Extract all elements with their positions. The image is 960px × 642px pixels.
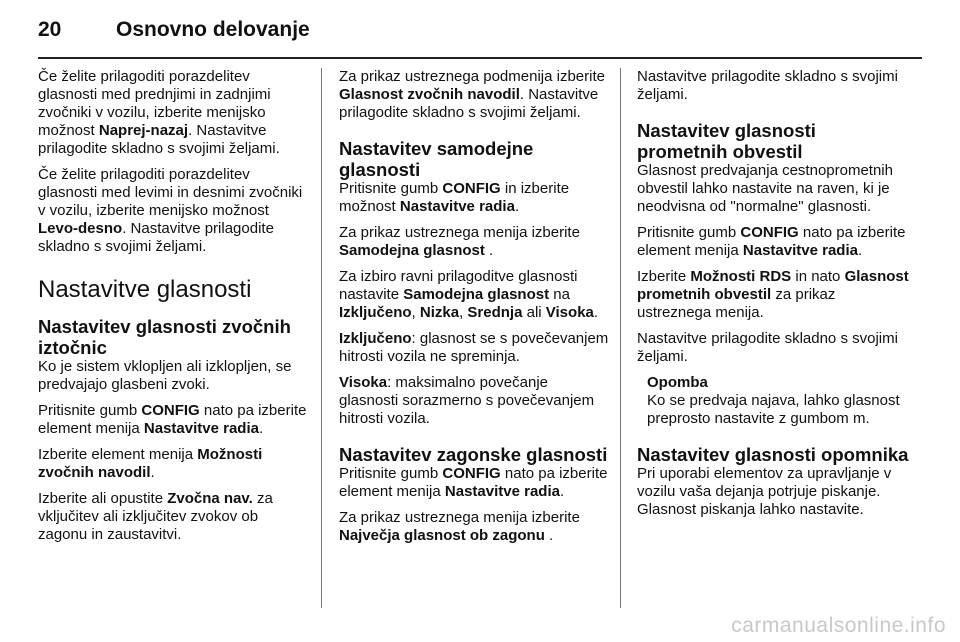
note-title: Opomba	[647, 374, 708, 391]
page-header	[38, 18, 310, 48]
note-box	[637, 374, 909, 428]
column-1	[38, 68, 310, 552]
subsection-heading: Nastavitev glasnosti prometnih obvestil	[637, 120, 816, 162]
paragraph: Za prikaz ustreznega menija izberite Največja glasnost ob zagonu .	[339, 509, 580, 544]
column-divider	[620, 68, 621, 608]
paragraph: Pri uporabi elementov za upravljanje v vozilu vaša dejanja potrjuje piskanje. Glasnost piskanja lahko nastavite.	[637, 465, 892, 518]
column-divider	[321, 68, 322, 608]
header-rule	[38, 57, 922, 59]
paragraph: Za prikaz ustreznega podmenija izberite Glasnost zvočnih navodil. Nastavitve prilagodite skladno s svojimi željami.	[339, 68, 605, 121]
note-body: Ko se predvaja najava, lahko glasnost preprosto nastavite z gumbom m.	[647, 392, 900, 427]
paragraph: Pritisnite gumb CONFIG nato pa izberite element menija Nastavitve radia.	[339, 465, 608, 500]
paragraph: Če želite prilagoditi porazdelitev glasnosti med levimi in desnimi zvočniki v vozilu, izberite menijsko možnost Levo-desno. Nastavitve prilagodite skladno s svojimi željami.	[38, 166, 303, 255]
volume-knob-icon: m	[852, 410, 866, 427]
paragraph: Visoka: maksimalno povečanje glasnosti sorazmerno s povečevanjem hitrosti vozila.	[339, 374, 595, 427]
paragraph: Nastavitve prilagodite skladno s svojimi željami.	[637, 68, 898, 103]
subsection-heading: Nastavitev zagonske glasnosti	[339, 444, 608, 465]
paragraph: Za prikaz ustreznega menija izberite Samodejna glasnost .	[339, 224, 580, 259]
watermark: carmanualsonline.info	[731, 614, 946, 637]
paragraph: Za izbiro ravni prilagoditve glasnosti nastavite Samodejna glasnost na Izključeno, Nizka, Srednja ali Visoka.	[339, 268, 599, 321]
page-number: 20	[38, 18, 62, 41]
paragraph: Izberite ali opustite Zvočna nav. za vključitev ali izključitev zvokov ob zagonu in zaustavitvi.	[38, 490, 273, 543]
subsection-heading: Nastavitev glasnosti zvočnih iztočnic	[38, 316, 291, 358]
subsection-heading: Nastavitev samodejne glasnosti	[339, 138, 534, 180]
column-2	[339, 68, 611, 553]
column-3	[637, 68, 909, 527]
paragraph: Izključeno: glasnost se s povečevanjem hitrosti vozila ne spreminja.	[339, 330, 609, 365]
subsection-heading: Nastavitev glasnosti opomnika	[637, 444, 909, 465]
paragraph: Izberite Možnosti RDS in nato Glasnost prometnih obvestil za prikaz ustreznega menija.	[637, 268, 909, 321]
paragraph: Izberite element menija Možnosti zvočnih navodil.	[38, 446, 263, 481]
paragraph: Če želite prilagoditi porazdelitev glasnosti med prednjimi in zadnjimi zvočniki v vozilu, izberite menijsko možnost Naprej-nazaj. Nastavitve prilagodite skladno s svojimi željami.	[38, 68, 280, 157]
page-title: Osnovno delovanje	[116, 18, 310, 41]
paragraph: Pritisnite gumb CONFIG in izberite možnost Nastavitve radia.	[339, 180, 570, 215]
paragraph: Glasnost predvajanja cestnoprometnih obvestil lahko nastavite na raven, ki je neodvisna od "normalne" glasnosti.	[637, 162, 893, 215]
paragraph: Nastavitve prilagodite skladno s svojimi željami.	[637, 330, 898, 365]
paragraph: Pritisnite gumb CONFIG nato pa izberite element menija Nastavitve radia.	[637, 224, 906, 259]
paragraph: Ko je sistem vklopljen ali izklopljen, se predvajajo glasbeni zvoki.	[38, 358, 292, 393]
section-heading: Nastavitve glasnosti	[38, 276, 252, 303]
paragraph: Pritisnite gumb CONFIG nato pa izberite element menija Nastavitve radia.	[38, 402, 307, 437]
